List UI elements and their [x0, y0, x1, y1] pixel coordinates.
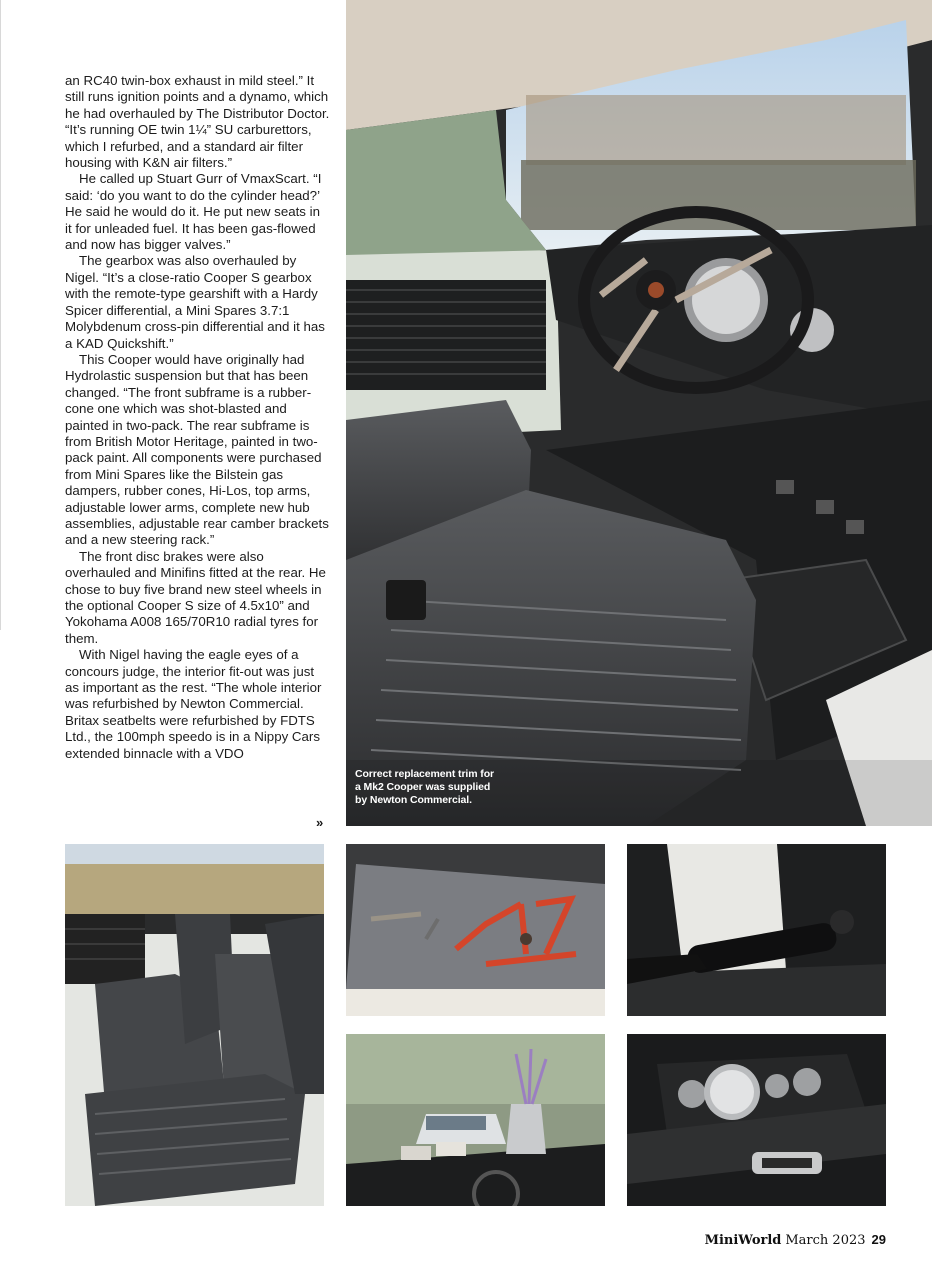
caption-line: by Newton Commercial.	[355, 794, 472, 806]
continued-marker: »	[316, 815, 324, 830]
photo-caption	[355, 768, 525, 807]
page-number: 29	[871, 1232, 886, 1247]
caption-line: Correct replacement trim for	[355, 768, 494, 780]
paragraph: The front disc brakes were also overhauled and Minifins fitted at the rear. He chose to buy five brand new steel wheels in the optional Cooper S size of 4.5x10” and Yokohama A008 165/70R10 radial tyres for them.	[65, 548, 326, 646]
page-edge-rule	[0, 0, 1, 630]
gauges-photo	[627, 1034, 886, 1206]
paragraph: an RC40 twin-box exhaust in mild steel.” It still runs ignition points and a dynamo, which he had overhauled by The Distributor Doctor. “It’s running OE twin 1¼” SU carburettors, which I refurbed, and a standard air filter housing with K&N air filters.”	[65, 73, 330, 171]
seats-photo	[65, 844, 324, 1206]
paragraph: The gearbox was also overhauled by Nigel. “It’s a close-ratio Cooper S gearbox with the remote-type gearshift with a Hardy Spicer differential, a Mini Spares 3.7:1 Molybdenum cross-pin differential and it has a KAD Quickshift.”	[65, 253, 325, 351]
caption-line: a Mk2 Cooper was supplied	[355, 781, 491, 793]
model-car-photo	[346, 1034, 605, 1206]
paragraph: He called up Stuart Gurr of VmaxScart. “I said: ‘do you want to do the cylinder head?’ He said he would do it. He put new seats in it for unleaded fuel. It has been gas-flowed and now has bigger valves.”	[65, 171, 322, 253]
issue-date: March 2023	[785, 1233, 866, 1248]
magazine-name: MiniWorld	[704, 1233, 782, 1248]
gearlever-photo	[627, 844, 886, 1016]
interior-photo	[346, 0, 932, 826]
article-body	[65, 73, 330, 762]
tools-photo	[346, 844, 605, 1016]
paragraph: With Nigel having the eagle eyes of a concours judge, the interior fit-out was just as important as the rest. “The whole interior was refurbished by Newton Commercial. Britax seatbelts were refurbished by FDTS Ltd., the 100mph speedo is in a Nippy Cars extended binnacle with a VDO	[65, 647, 322, 761]
paragraph: This Cooper would have originally had Hydrolastic suspension but that has been changed. “The front subframe is a rubber-cone one which was shot-blasted and painted in two-pack. The rear subframe is from British Motor Heritage, painted in two-pack paint. All components were purchased from Mini Spares like the Bilstein gas dampers, rubber cones, Hi-Los, top arms, adjustable lower arms, complete new hub assemblies, adjustable rear camber brackets and a new steering rack.”	[65, 351, 329, 548]
page-footer	[705, 1232, 886, 1248]
